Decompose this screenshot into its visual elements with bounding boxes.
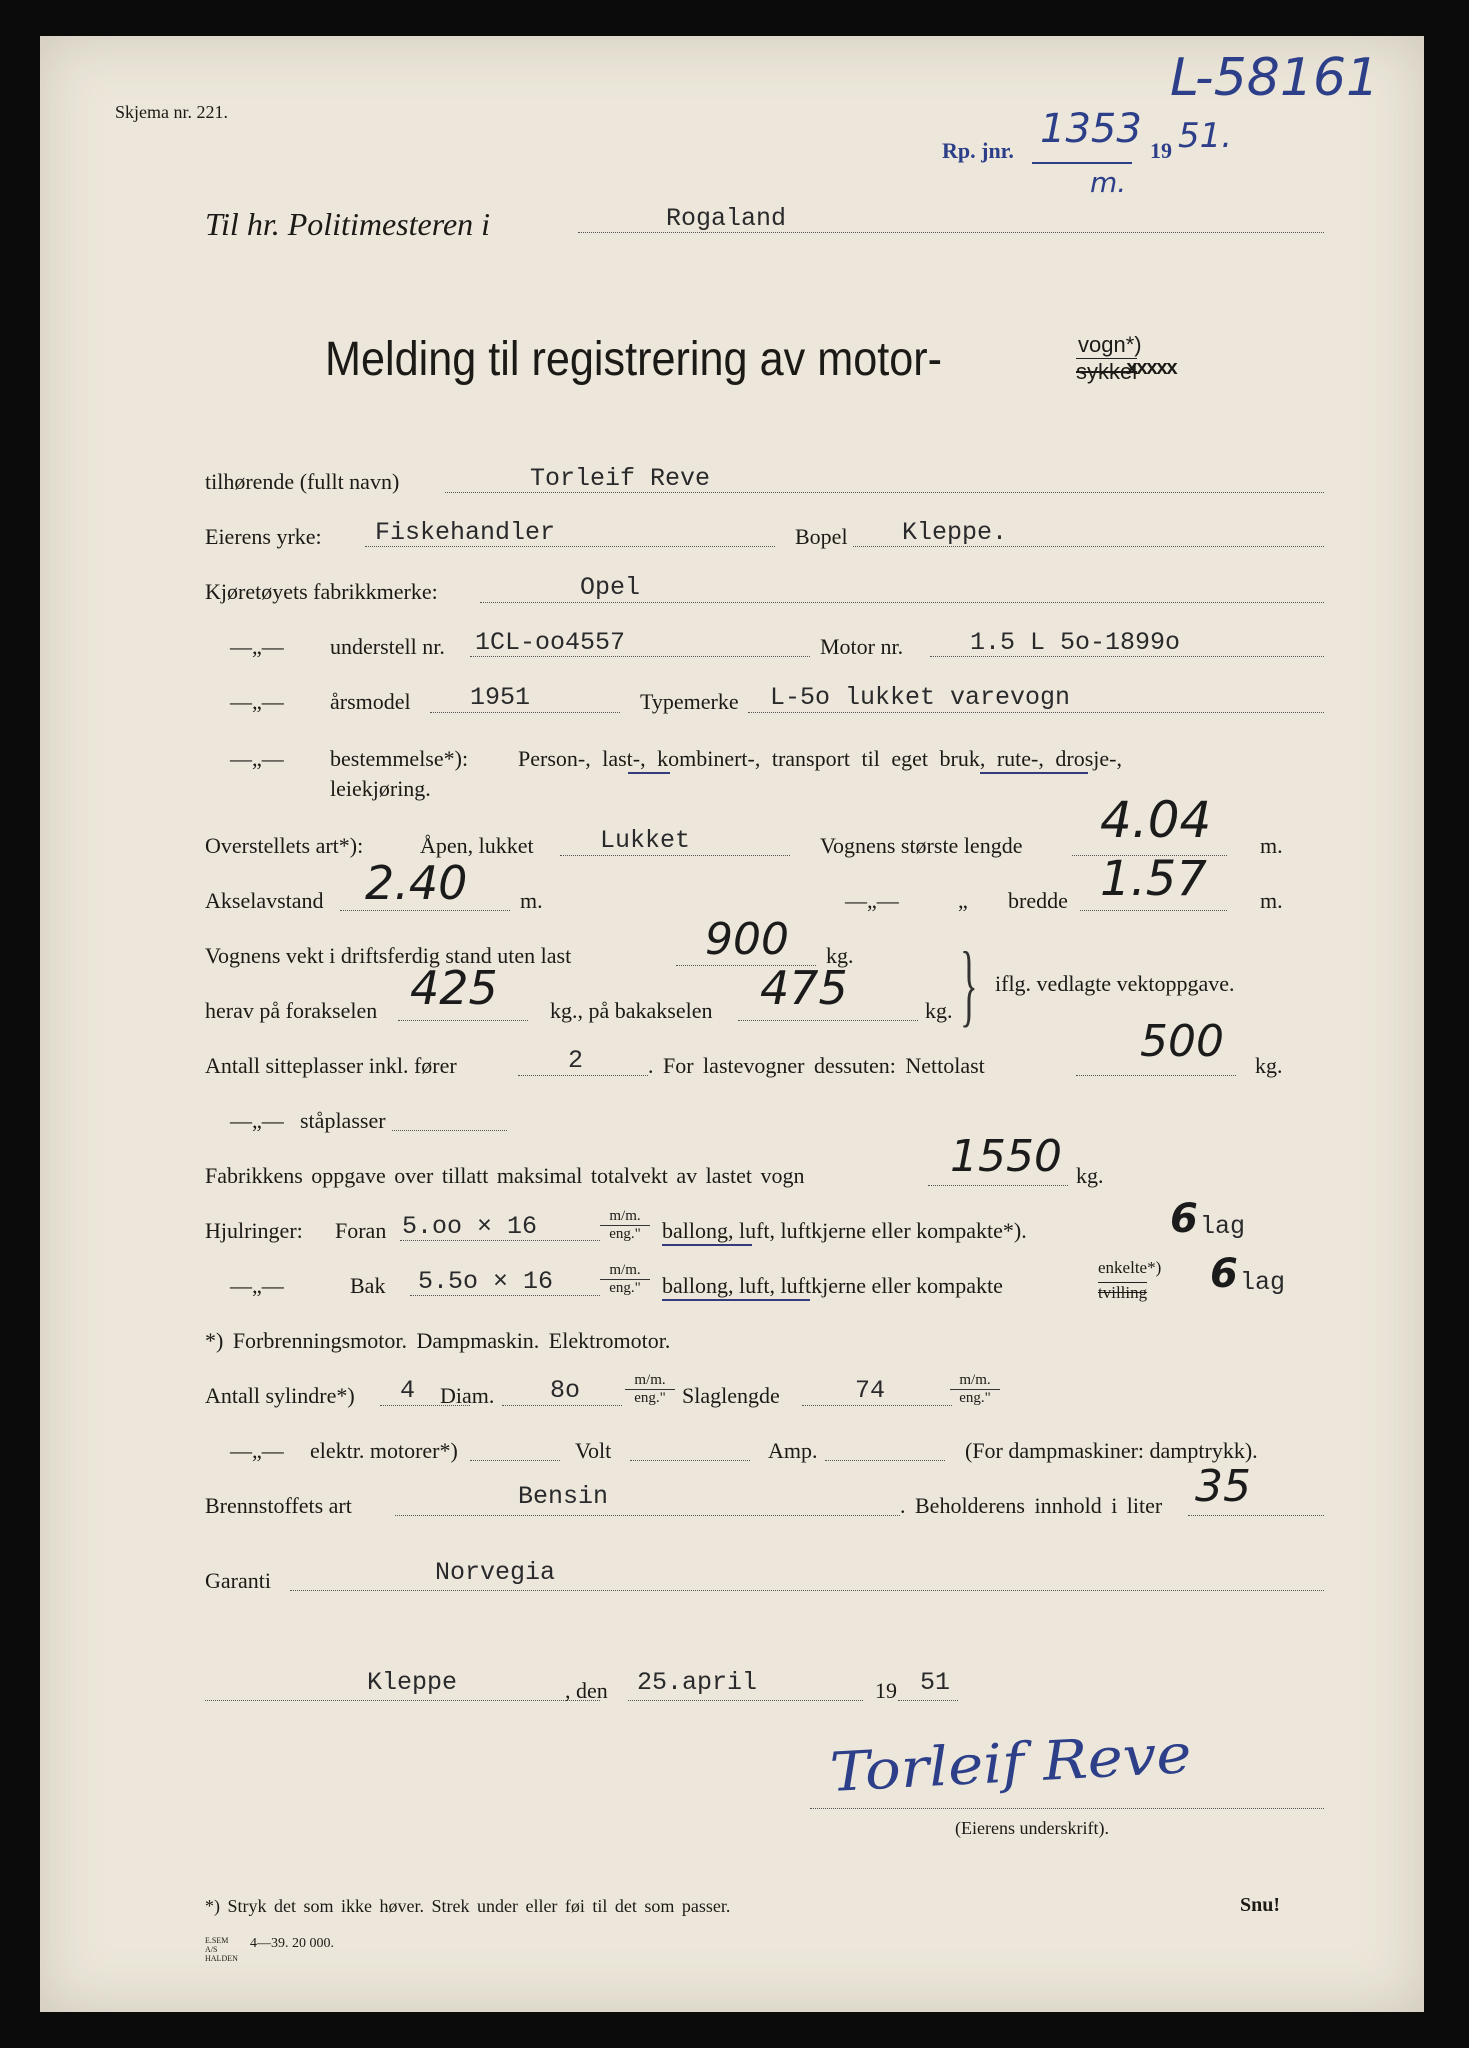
max-weight-line <box>928 1185 1068 1186</box>
front-tire-options: ballong, luft, luftkjerne eller kompakte*). <box>662 1218 1027 1243</box>
diameter-label: Diam. <box>440 1383 495 1408</box>
rp-year-written: 51. <box>1178 116 1233 156</box>
rp-journal-line <box>1032 162 1132 164</box>
fuel-value: Bensin <box>518 1482 609 1511</box>
guarantee-value: Norvegia <box>435 1558 556 1587</box>
ditto-rear-tire: —„— <box>230 1273 284 1298</box>
signature-line <box>810 1808 1324 1809</box>
body-line <box>560 855 790 856</box>
length-unit: m. <box>1260 833 1283 858</box>
front-tire-unit: m/m. eng." <box>600 1208 650 1243</box>
front-ply-value: 6 <box>1170 1196 1198 1242</box>
type-label: Typemerke <box>640 689 739 714</box>
archive-reference: L-58161 <box>1170 48 1380 108</box>
cargo-unit: kg. <box>1255 1053 1283 1078</box>
title-option-sykkel: sykkel <box>1076 359 1138 384</box>
make-label: Kjøretøyets fabrikkmerke: <box>205 579 438 604</box>
rp-mark: m. <box>1090 166 1127 199</box>
cylinders-value: 4 <box>400 1376 416 1405</box>
date-year-value: 51 <box>920 1668 951 1697</box>
cargo-label: . For lastevogner dessuten: Nettolast <box>648 1053 985 1078</box>
front-tire-label: Foran <box>335 1218 387 1243</box>
make-line <box>480 602 1324 603</box>
place-value: Kleppe <box>367 1668 458 1697</box>
volt-label: Volt <box>575 1438 612 1463</box>
occupation-label: Eierens yrke: <box>205 524 322 549</box>
width-ditto-mark: „ <box>958 888 968 913</box>
amp-line <box>825 1460 945 1461</box>
tires-label: Hjulringer: <box>205 1218 303 1243</box>
rear-axle-label: kg., på bakakselen <box>550 998 713 1023</box>
diameter-value: 8o <box>550 1376 581 1405</box>
front-axle-value: 425 <box>410 961 498 1015</box>
year-line-date <box>898 1700 958 1701</box>
underline-ballong-luft-rear <box>662 1299 810 1301</box>
electric-label: elektr. motorer*) <box>310 1438 458 1463</box>
length-label: Vognens største lengde <box>820 833 1023 858</box>
year-label: årsmodel <box>330 689 411 714</box>
max-weight-label: Fabrikkens oppgave over tillatt maksimal totalvekt av lastet vogn <box>205 1163 805 1188</box>
diameter-unit: m/m. eng." <box>625 1372 675 1407</box>
width-label: bredde <box>1008 888 1068 913</box>
owner-label: tilhørende (fullt navn) <box>205 469 400 494</box>
tank-label: . Beholderens innhold i liter <box>900 1493 1163 1518</box>
axle-label: Akselavstand <box>205 888 324 913</box>
ditto-chassis: —„— <box>230 634 284 659</box>
underline-eget-bruk <box>980 772 1088 774</box>
diameter-line <box>502 1405 622 1406</box>
steam-label: (For dampmaskiner: damptrykk). <box>965 1438 1258 1463</box>
date-value: 25.april <box>637 1668 758 1697</box>
seats-value: 2 <box>568 1046 584 1075</box>
date-year-printed: 19 <box>875 1678 897 1703</box>
weight-note: iflg. vedlagte vektoppgave. <box>995 971 1235 996</box>
stroke-label: Slaglengde <box>682 1383 780 1408</box>
max-weight-unit: kg. <box>1076 1163 1104 1188</box>
schema-number: Skjema nr. 221. <box>115 102 228 122</box>
year-line <box>430 712 620 713</box>
standing-label: ståplasser <box>300 1108 386 1133</box>
type-value: L-5o lukket varevogn <box>770 683 1071 712</box>
purpose-label: bestemmelse*): <box>330 746 469 771</box>
rear-axle-line <box>738 1020 918 1021</box>
motor-value: 1.5 L 5o-1899o <box>970 628 1181 657</box>
title-strikeout: xxxxx <box>1126 358 1177 381</box>
front-axle-label: herav på forakselen <box>205 998 378 1023</box>
width-value: 1.57 <box>1100 851 1207 907</box>
front-ply-lag: lag <box>1200 1212 1246 1241</box>
body-options: Åpen, lukket <box>420 833 534 858</box>
guarantee-line <box>290 1590 1324 1591</box>
rp-journal-label: Rp. jnr. <box>942 138 1014 163</box>
footer-note: *) Stryk det som ikke høver. Strek under eller føi til det som passer. <box>205 1896 731 1916</box>
body-label: Overstellets art*): <box>205 833 364 858</box>
residence-value: Kleppe. <box>902 518 1008 547</box>
enkelte-option: enkelte*) <box>1098 1258 1162 1277</box>
type-line <box>748 712 1324 713</box>
residence-label: Bopel <box>795 524 848 549</box>
tank-value: 35 <box>1195 1461 1251 1512</box>
date-line <box>628 1700 863 1701</box>
place-line <box>205 1700 600 1701</box>
rear-ply-value: 6 <box>1210 1251 1238 1297</box>
ditto-purpose: —„— <box>230 746 284 771</box>
rear-tire-value: 5.5o × 16 <box>418 1267 554 1296</box>
volt-line <box>630 1460 750 1461</box>
tvilling-option: tvilling <box>1098 1283 1148 1302</box>
fuel-line <box>395 1515 900 1516</box>
addressee-label: Til hr. Politimesteren i <box>205 206 491 242</box>
chassis-value: 1CL-oo4557 <box>475 628 626 657</box>
fuel-label: Brennstoffets art <box>205 1493 352 1518</box>
rear-ply-lag: lag <box>1240 1268 1286 1297</box>
form-title: Melding til registrering av motor- <box>325 333 943 386</box>
occupation-value: Fiskehandler <box>375 518 556 547</box>
width-unit: m. <box>1260 888 1283 913</box>
rp-year-printed: 19 <box>1150 138 1172 163</box>
guarantee-label: Garanti <box>205 1568 271 1593</box>
axle-value: 2.40 <box>365 856 468 910</box>
year-value: 1951 <box>470 683 531 712</box>
electric-line <box>470 1460 560 1461</box>
underline-last <box>628 772 670 774</box>
purpose-options-2: leiekjøring. <box>330 776 431 801</box>
weight-unit: kg. <box>826 943 854 968</box>
width-line <box>1080 910 1227 911</box>
purpose-options: Person-, last-, kombinert-, transport til eget bruk, rute-, drosje-, <box>518 746 1122 771</box>
motor-label: Motor nr. <box>820 634 904 659</box>
stroke-unit: m/m. eng." <box>950 1372 1000 1407</box>
weight-label: Vognens vekt i driftsferdig stand uten last <box>205 943 572 968</box>
ditto-width: —„— <box>845 888 899 913</box>
date-separator: , den <box>565 1678 608 1703</box>
seats-label: Antall sitteplasser inkl. fører <box>205 1053 457 1078</box>
rear-axle-value: 475 <box>760 961 848 1015</box>
ditto-standing: —„— <box>230 1108 284 1133</box>
title-option-vogn: vogn*) <box>1078 332 1142 357</box>
turn-over: Snu! <box>1240 1894 1281 1916</box>
seats-line <box>518 1075 648 1076</box>
axle-line <box>340 910 510 911</box>
rear-axle-unit: kg. <box>925 998 953 1023</box>
ditto-year: —„— <box>230 689 284 714</box>
form-sheet <box>40 36 1424 2012</box>
cargo-value: 500 <box>1140 1016 1224 1067</box>
underline-ballong-front <box>662 1244 752 1246</box>
make-value: Opel <box>580 573 641 602</box>
rp-journal-number: 1353 <box>1040 106 1142 152</box>
owner-value: Torleif Reve <box>530 464 711 493</box>
stroke-value: 74 <box>855 1376 886 1405</box>
addressee-value: Rogaland <box>666 204 787 233</box>
cylinders-label: Antall sylindre*) <box>205 1383 355 1408</box>
weight-brace: } <box>960 933 978 1035</box>
printer-name: E.SEM A/S HALDEN <box>205 1936 238 1963</box>
max-weight-value: 1550 <box>950 1131 1062 1182</box>
ditto-electric: —„— <box>230 1438 284 1463</box>
rear-tire-unit: m/m. eng." <box>600 1262 650 1297</box>
cargo-line <box>1076 1075 1236 1076</box>
owner-signature: Torleif Reve <box>828 1722 1193 1804</box>
amp-label: Amp. <box>768 1438 818 1463</box>
body-value: Lukket <box>600 826 691 855</box>
print-run: 4—39. 20 000. <box>250 1936 334 1951</box>
rear-tire-label: Bak <box>350 1273 386 1298</box>
rear-tire-options: ballong, luft, luftkjerne eller kompakte <box>662 1273 1003 1298</box>
weight-value: 900 <box>705 914 789 965</box>
front-axle-line <box>398 1020 528 1021</box>
standing-line <box>392 1130 507 1131</box>
chassis-label: understell nr. <box>330 634 445 659</box>
front-tire-value: 5.oo × 16 <box>402 1212 538 1241</box>
axle-unit: m. <box>520 888 543 913</box>
tank-line <box>1188 1515 1324 1516</box>
length-value: 4.04 <box>1100 791 1212 849</box>
engine-types: *) Forbrenningsmotor. Dampmaskin. Elektromotor. <box>205 1328 671 1353</box>
stroke-line <box>802 1405 952 1406</box>
signature-label: (Eierens underskrift). <box>955 1818 1109 1838</box>
